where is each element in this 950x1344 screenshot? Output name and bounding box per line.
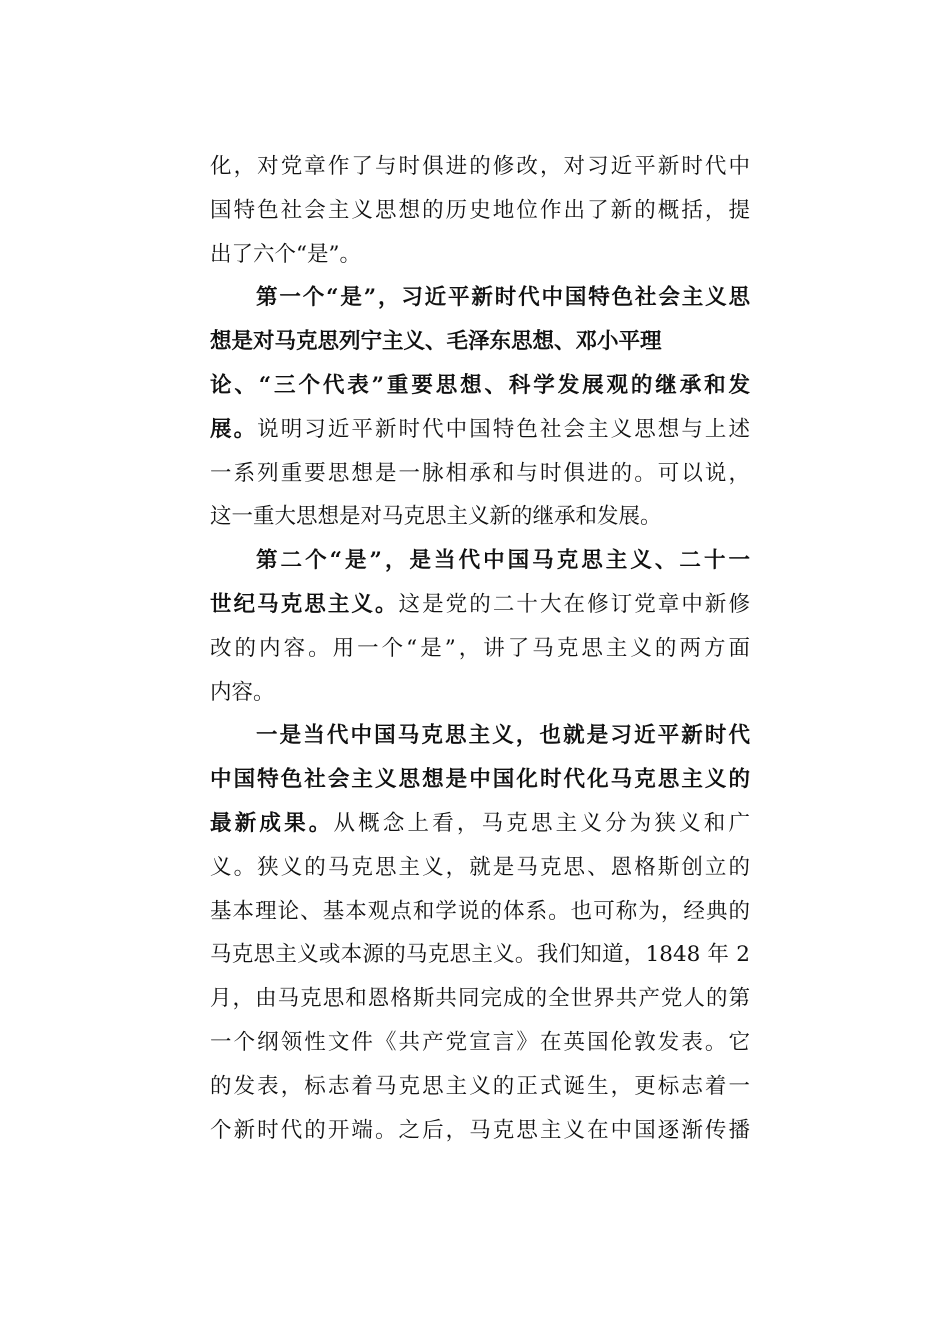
bold-text-segment: 一是当代中国马克思主义，也就是习近平新时代 bbox=[256, 723, 750, 749]
text-line bbox=[210, 714, 750, 758]
text-line bbox=[210, 189, 750, 233]
text-segment: 一系列重要思想是一脉相承和与时俱进的。可以说， bbox=[210, 460, 750, 486]
text-segment: 马克思主义或本源的马克思主义。我们知道，1848 年 2 bbox=[210, 942, 750, 968]
body-text bbox=[210, 145, 750, 1152]
bold-text-segment: 想是对马克思列宁主义、毛泽东思想、邓小平理 bbox=[210, 329, 662, 355]
text-line bbox=[210, 233, 750, 277]
bold-text-segment: 中国特色社会主义思想是中国化时代化马克思主义的 bbox=[210, 767, 750, 793]
text-segment: 这一重大思想是对马克思主义新的继承和发展。 bbox=[210, 504, 662, 530]
text-segment: 义。狭义的马克思主义，就是马克思、恩格斯创立的 bbox=[210, 854, 750, 880]
text-line bbox=[210, 583, 750, 627]
text-segment: 的发表，标志着马克思主义的正式诞生，更标志着一 bbox=[210, 1073, 750, 1099]
text-line bbox=[210, 364, 750, 408]
text-line bbox=[210, 1021, 750, 1065]
text-segment: 说明习近平新时代中国特色社会主义思想与上述 bbox=[257, 416, 750, 442]
text-line bbox=[210, 276, 750, 320]
bold-text-segment: 第二个“是”，是当代中国马克思主义、二十一 bbox=[256, 548, 750, 574]
text-segment: 改的内容。用一个“是”，讲了马克思主义的两方面 bbox=[210, 635, 750, 661]
text-line bbox=[210, 495, 750, 539]
text-segment: 化，对党章作了与时俱进的修改，对习近平新时代中 bbox=[210, 154, 750, 179]
text-segment: 这是党的二十大在修订党章中新修 bbox=[398, 591, 750, 617]
bold-text-segment: 第一个“是”，习近平新时代中国特色社会主义思 bbox=[256, 285, 750, 311]
text-line bbox=[210, 320, 750, 364]
text-segment: 基本理论、基本观点和学说的体系。也可称为，经典的 bbox=[210, 898, 750, 924]
text-segment: 从概念上看，马克思主义分为狭义和广 bbox=[333, 810, 750, 836]
text-line bbox=[210, 758, 750, 802]
bold-text-segment: 世纪马克思主义。 bbox=[210, 591, 399, 617]
text-line bbox=[210, 977, 750, 1021]
text-line bbox=[210, 1065, 750, 1109]
text-segment: 月，由马克思和恩格斯共同完成的全世界共产党人的第 bbox=[210, 986, 750, 1012]
text-line bbox=[210, 802, 750, 846]
text-line bbox=[210, 145, 750, 189]
bold-text-segment: 展。 bbox=[210, 416, 258, 442]
text-segment: 内容。 bbox=[210, 679, 275, 705]
text-line bbox=[210, 846, 750, 890]
text-line bbox=[210, 1109, 750, 1153]
bold-text-segment: 论、“三个代表”重要思想、科学发展观的继承和发 bbox=[210, 372, 750, 398]
text-segment: 个新时代的开端。之后，马克思主义在中国逐渐传播 bbox=[210, 1117, 750, 1143]
text-segment: 一个纲领性文件《共产党宣言》在英国伦敦发表。它 bbox=[210, 1029, 750, 1055]
text-segment: 国特色社会主义思想的历史地位作出了新的概括，提 bbox=[210, 197, 750, 223]
text-line bbox=[210, 671, 750, 715]
text-line bbox=[210, 627, 750, 671]
text-line bbox=[210, 539, 750, 583]
text-line bbox=[210, 408, 750, 452]
text-line bbox=[210, 890, 750, 934]
text-segment: 出了六个“是”。 bbox=[210, 241, 361, 267]
text-line bbox=[210, 933, 750, 977]
bold-text-segment: 最新成果。 bbox=[210, 810, 334, 836]
text-line bbox=[210, 452, 750, 496]
